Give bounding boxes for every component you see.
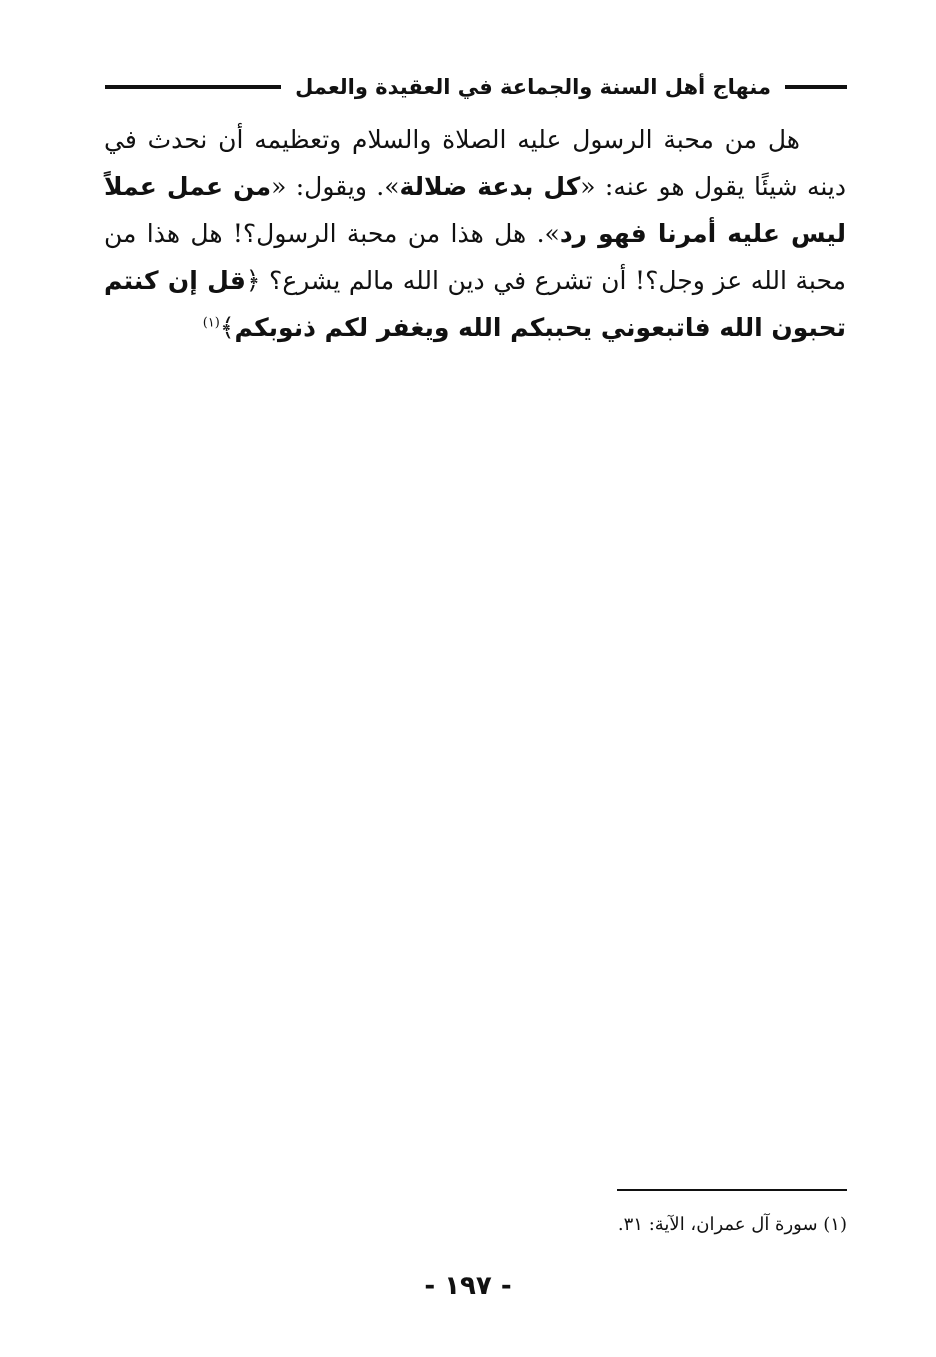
footnote: (١) سورة آل عمران، الآية: ٣١. — [617, 1214, 847, 1235]
quran-verse: قل إن كنتم تحبون الله فاتبعوني يحببكم الله ويغفر لكم ذنوبكم — [104, 266, 846, 342]
header-title: منهاج أهل السنة والجماعة في العقيدة والعمل — [295, 75, 771, 99]
body-text-segment: ﴾ — [219, 313, 235, 342]
header-rule-left — [105, 85, 281, 89]
body-text-segment: هل من محبة الرسول عليه الصلاة والسلام وتعظيمه أن نحدث في دينه شيئًا يقول هو عنه: « — [104, 125, 846, 201]
footnote-separator — [617, 1189, 847, 1191]
body-text-segment: ». ويقول: « — [271, 172, 400, 201]
running-header — [105, 68, 847, 106]
header-rule-right — [785, 85, 847, 89]
hadith-quote-2: من عمل عملاً ليس عليه أمرنا فهو رد — [104, 172, 846, 248]
hadith-quote-1: كل بدعة ضلالة — [399, 172, 581, 201]
body-text-segment: ». هل هذا من محبة الرسول؟! هل هذا من محبة الله عز وجل؟! أن تشرع في دين الله مالم يشرع؟ ﴿ — [104, 219, 846, 295]
body-paragraph — [104, 116, 846, 351]
page-number: - ١٩٧ - — [424, 1271, 512, 1301]
footnote-reference: (١) — [202, 315, 220, 331]
